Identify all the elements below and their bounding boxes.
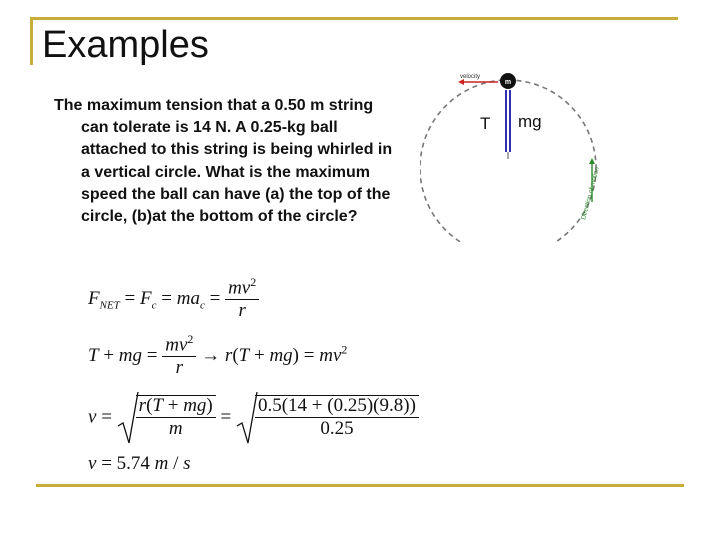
equation-net-force: $F_{NET} = F_c = ma_c$ = $\frac{mv^2}{r}$ <box>88 276 259 323</box>
title-rule-top <box>30 17 678 20</box>
fraction-radicand-symbolic: $\frac{r(T + mg)}{m}$ <box>136 395 216 441</box>
velocity-label: velocity <box>460 74 481 80</box>
circle-diagram-svg <box>420 62 620 242</box>
problem-statement: The maximum tension that a 0.50 m string can tolerate is 14 N. A 0.25-kg ball attached to this string is being whirled in a vertical circle. What is the maximum speed the ball can have (a) the top of the circle, (b)at the bottom of the circle? <box>54 97 393 226</box>
ball-label: m <box>504 79 512 86</box>
weight-label: mg <box>518 112 542 131</box>
slide-title: Examples <box>42 24 209 66</box>
fraction-mv2-over-r: $\frac{mv^2}{r}$ <box>162 333 196 380</box>
path-circle <box>420 80 596 242</box>
equation-top-of-circle: T + mg = $\frac{mv^2}{r}$ → $r(T + mg) = mv^2$ <box>88 332 348 379</box>
fraction-mv2-over-r: $\frac{mv^2}{r}$ <box>225 276 259 323</box>
direction-label: Direction of motion <box>580 166 601 221</box>
direction-arrowhead-icon <box>589 158 595 164</box>
circular-motion-diagram <box>420 62 620 247</box>
title-rule-left <box>30 17 33 65</box>
equation-result: v = 5.74 m / s <box>88 453 191 474</box>
footer-rule <box>36 484 684 487</box>
equation-solve-v: v = $\frac{r(T + mg)}{m}$ = $\frac{0.5(14 + (0.25)(9.8))}{0.25}$ <box>88 390 419 446</box>
fraction-radicand-numeric: $\frac{0.5(14 + (0.25)(9.8))}{0.25}$ <box>255 395 419 441</box>
tension-label: T <box>480 114 491 133</box>
